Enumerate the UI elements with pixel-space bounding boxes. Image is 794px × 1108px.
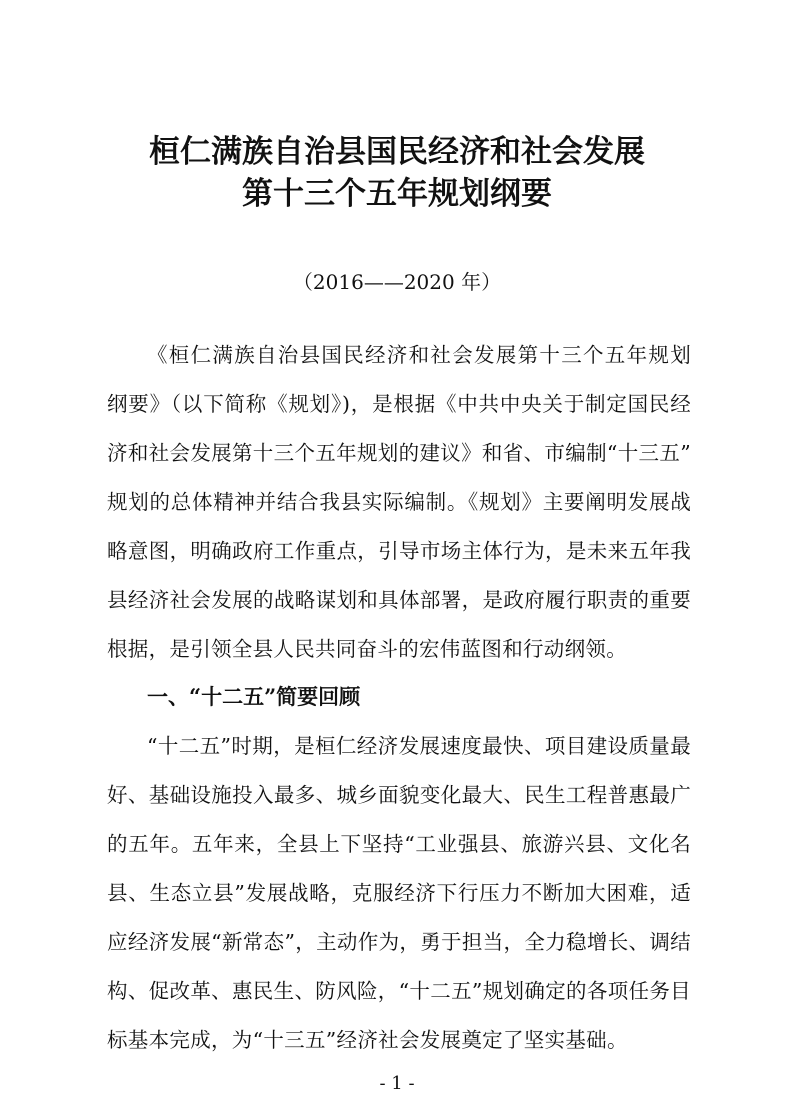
intro-paragraph-line: 规划的总体精神并结合我县实际编制。《规划》主要阐明发展战	[107, 490, 691, 514]
intro-paragraph-line: 略意图，明确政府工作重点，引导市场主体行为，是未来五年我	[107, 539, 691, 563]
intro-paragraph-line: 根据，是引领全县人民共同奋斗的宏伟蓝图和行动纲领。	[107, 637, 627, 661]
intro-paragraph-line: 《桓仁满族自治县国民经济和社会发展第十三个五年规划	[147, 343, 691, 367]
section-paragraph-line: “十二五”时期，是桓仁经济发展速度最快、项目建设质量最	[147, 734, 691, 758]
page-number: - 1 -	[379, 1073, 415, 1094]
section-paragraph-line: 构、促改革、惠民生、防风险，“十二五”规划确定的各项任务目	[107, 979, 691, 1003]
document-period: （2016——2020 年）	[292, 270, 502, 294]
section-paragraph-line: 好、基础设施投入最多、城乡面貌变化最大、民生工程普惠最广	[107, 783, 691, 807]
section-paragraph-line: 县、生态立县”发展战略，克服经济下行压力不断加大困难，适	[107, 881, 691, 905]
section-paragraph-line: 的五年。五年来，全县上下坚持“工业强县、旅游兴县、文化名	[107, 832, 691, 856]
section-paragraph-line: 应经济发展“新常态”，主动作为，勇于担当，全力稳增长、调结	[107, 930, 691, 954]
intro-paragraph-line: 济和社会发展第十三个五年规划的建议》和省、市编制“十三五”	[107, 441, 691, 465]
section-paragraph-line: 标基本完成，为“十三五”经济社会发展奠定了坚实基础。	[107, 1028, 628, 1052]
document-title-line-2: 第十三个五年规划纲要	[242, 176, 552, 212]
intro-paragraph-line: 纲要》（以下简称《规划》)，是根据《中共中央关于制定国民经	[107, 392, 691, 416]
section-heading: 一、“十二五”简要回顾	[147, 684, 361, 709]
intro-paragraph-line: 县经济社会发展的战略谋划和具体部署，是政府履行职责的重要	[107, 588, 691, 612]
document-title-line-1: 桓仁满族自治县国民经济和社会发展	[149, 134, 645, 170]
